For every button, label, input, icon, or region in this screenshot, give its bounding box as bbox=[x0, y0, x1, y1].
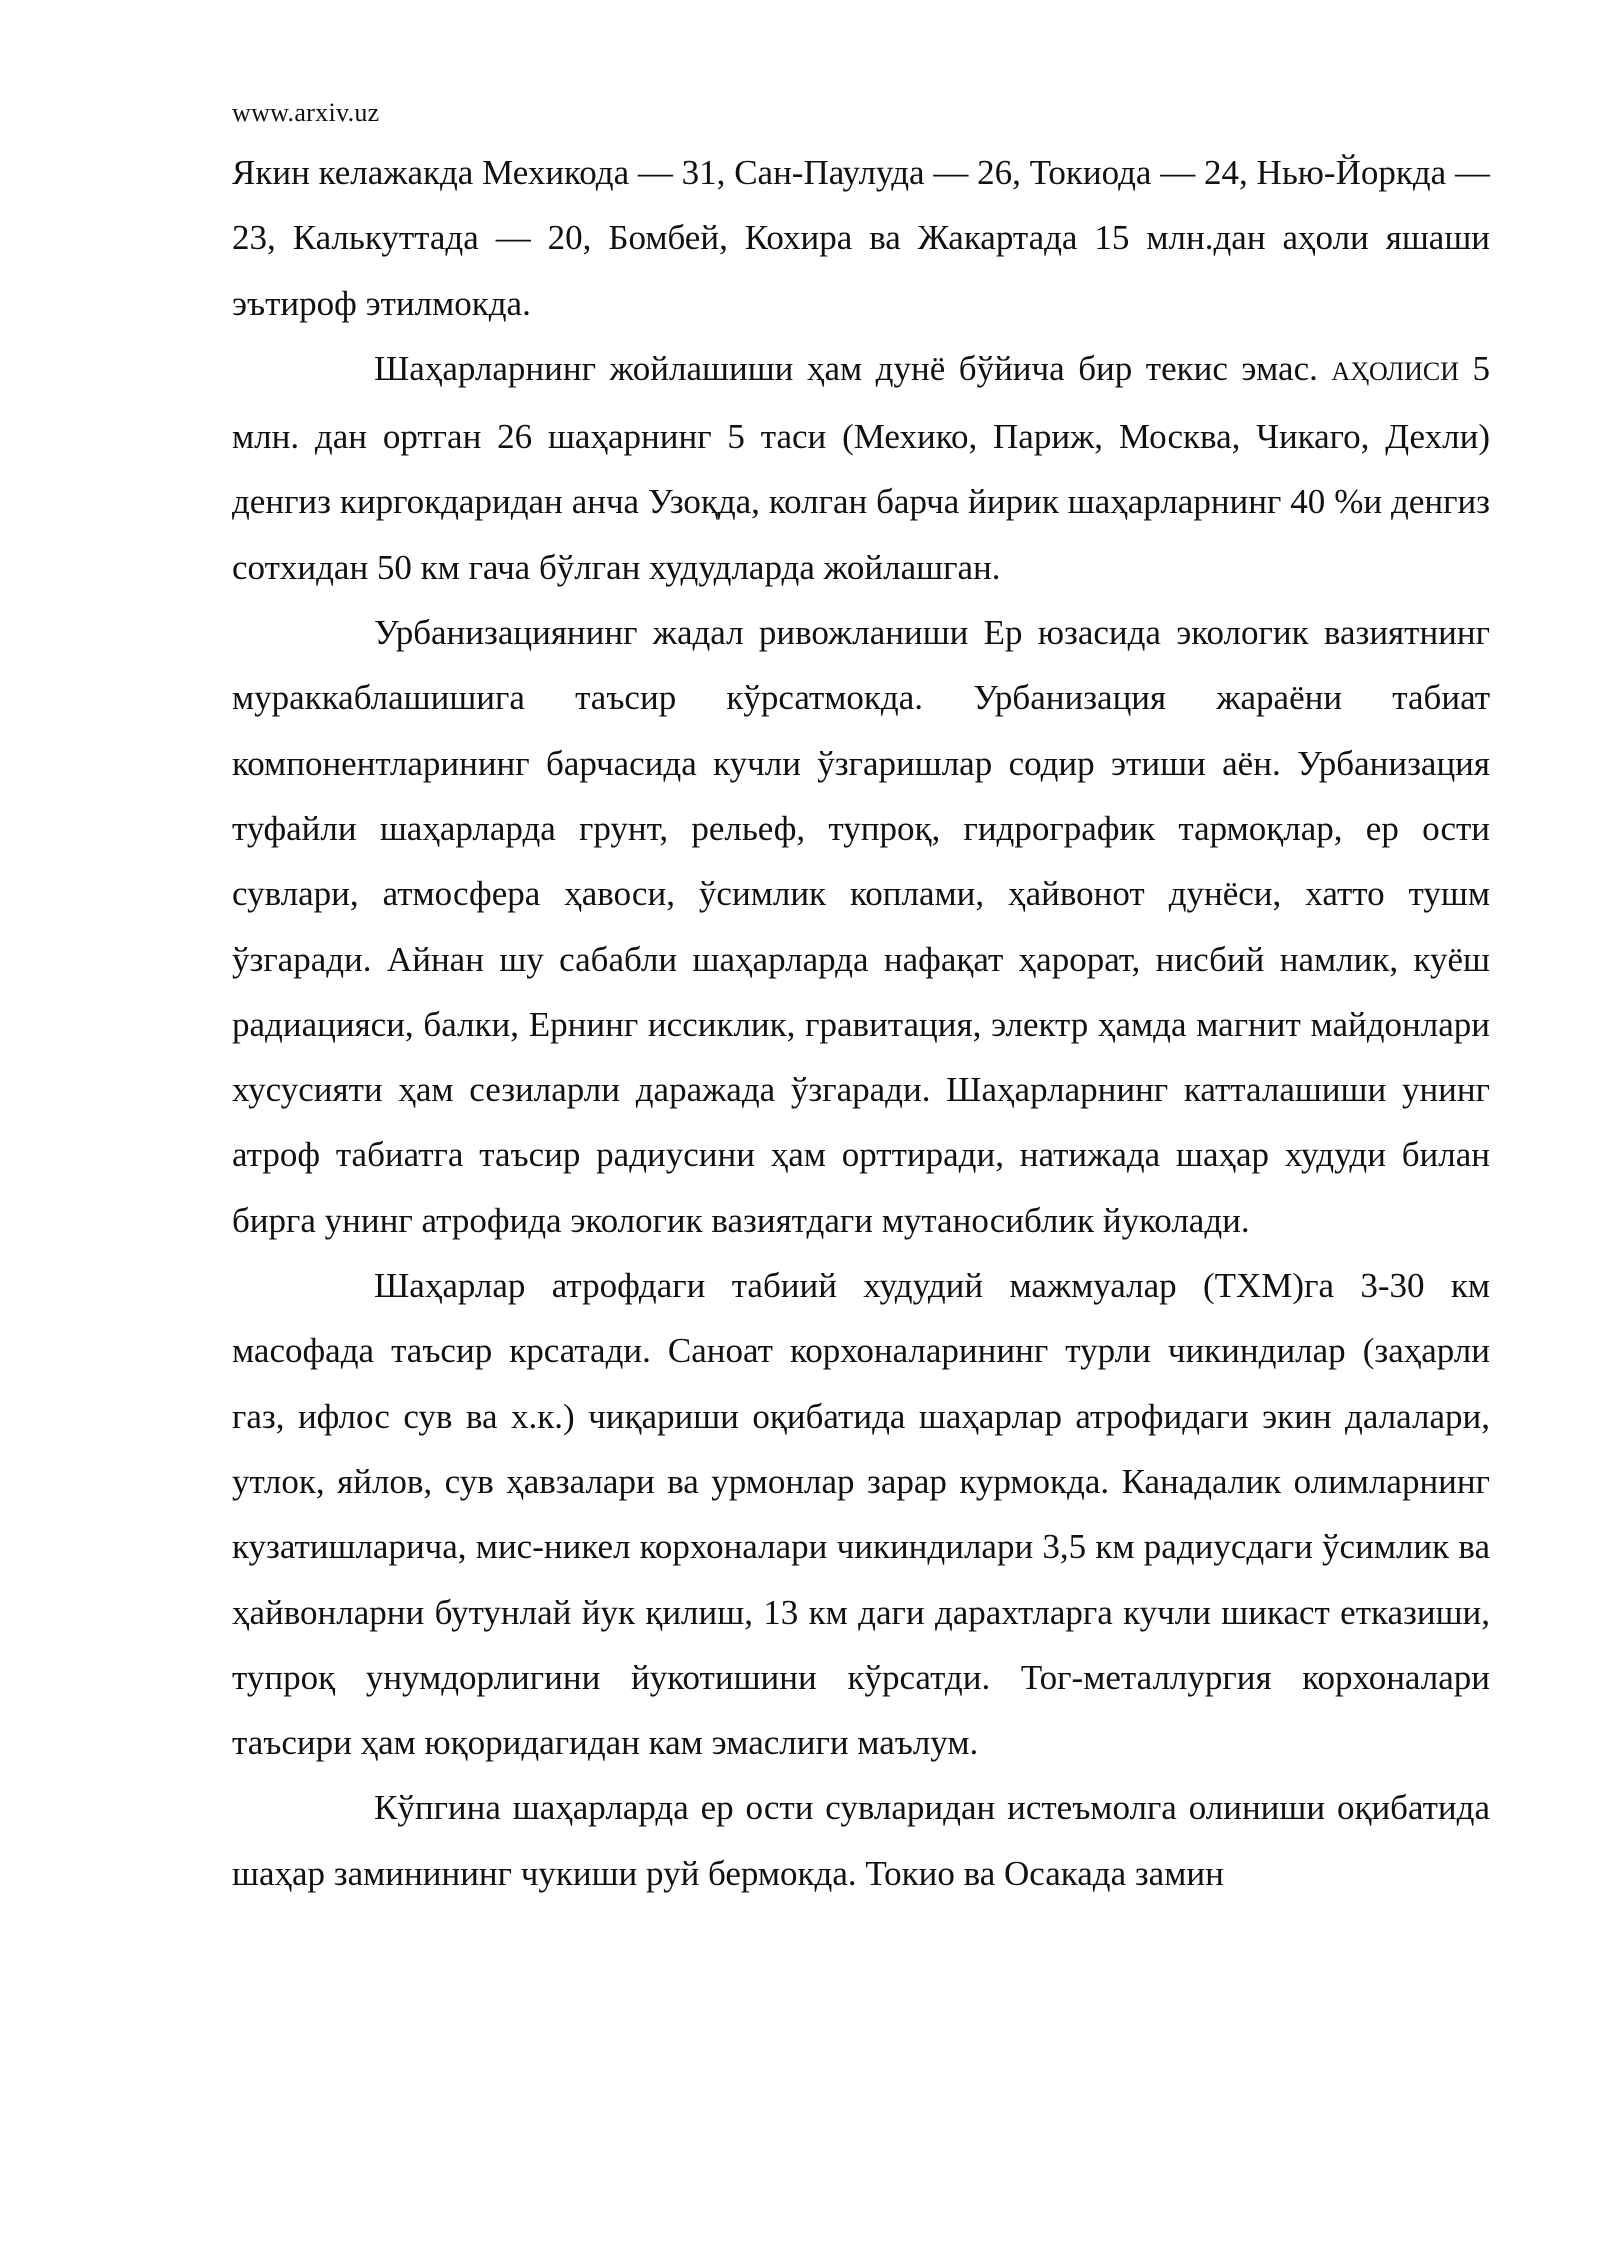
paragraph-2-lead: Шаҳарларнинг жойлашиши ҳам дунё бўйича бир текис эмас. bbox=[374, 348, 1318, 388]
site-header: www.arxiv.uz bbox=[232, 98, 380, 127]
paragraph-4: Шаҳарлар атрофдаги табиий худудий мажмуалар (ТХМ)га 3-30 км масофада таъсир крсатади. Саноат корхоналарининг турли чикиндилар (заҳарли газ, ифлос сув ва х.к.) чиқариши оқибатида шаҳарлар атрофидаги экин далалари, утлок, яйлов, сув ҳавзалари ва урмонлар зарар курмокда. Канадалик олимларнинг кузатишларича, мис-никел корхоналари чикиндилари 3,5 км радиусдаги ўсимлик ва ҳайвонларни бутунлай йук қилиш, 13 км даги дарахтларга кучли шикаст етказиши, тупроқ унумдорлигини йукотишини кўрсатди. Тог-металлургия корхоналари таъсири ҳам юқоридагидан кам эмаслиги маълум. bbox=[232, 1266, 1490, 1763]
paragraph-2-smallcaps-word: АҲОЛИСИ bbox=[1331, 356, 1459, 386]
paragraph-1: Якин келажакда Мехикода — 31, Сан-Паулуда — 26, Токиода — 24, Нью-Йоркда — 23, Калькуттада — 20, Бомбей, Кохира ва Жакартада 15 млн.дан аҳоли яшаши эътироф этилмокда. bbox=[232, 153, 1490, 323]
paragraph-2 bbox=[232, 336, 1490, 600]
document-body bbox=[232, 140, 1490, 1906]
paragraph-2-rest: 5 млн. дан ортган 26 шаҳарнинг 5 таси (Мехико, Париж, Москва, Чикаго, Дехли) денгиз киргокдаридан анча Узоқда, колган барча йирик шаҳарларнинг 40 %и денгиз сотхидан 50 км гача бўлган худудларда жойлашган. bbox=[232, 348, 1491, 587]
paragraph-5: Кўпгина шаҳарларда ер ости сувларидан истеъмолга олиниши оқибатида шаҳар заминининг чукиши руй бермокда. Токио ва Осакада замин bbox=[232, 1788, 1490, 1893]
paragraph-3: Урбанизациянинг жадал ривожланиши Ер юзасида экологик вазиятнинг мураккаблашишига таъсир кўрсатмокда. Урбанизация жараёни табиат компонентларининг барчасида кучли ўзгаришлар содир этиши аён. Урбанизация туфайли шаҳарларда грунт, рельеф, тупроқ, гидрографик тармоқлар, ер ости сувлари, атмосфера ҳавоси, ўсимлик коплами, ҳайвонот дунёси, хатто тушм ўзгаради. Айнан шу сабабли шаҳарларда нафақат ҳарорат, нисбий намлик, куёш радиацияси, балки, Ернинг иссиклик, гравитация, электр ҳамда магнит майдонлари хусусияти ҳам сезиларли даражада ўзгаради. Шаҳарларнинг катталашиши унинг атроф табиатга таъсир радиусини ҳам орттиради, натижада шаҳар худуди билан бирга унинг атрофида экологик вазиятдаги мутаносиблик йуколади. bbox=[232, 613, 1490, 1240]
